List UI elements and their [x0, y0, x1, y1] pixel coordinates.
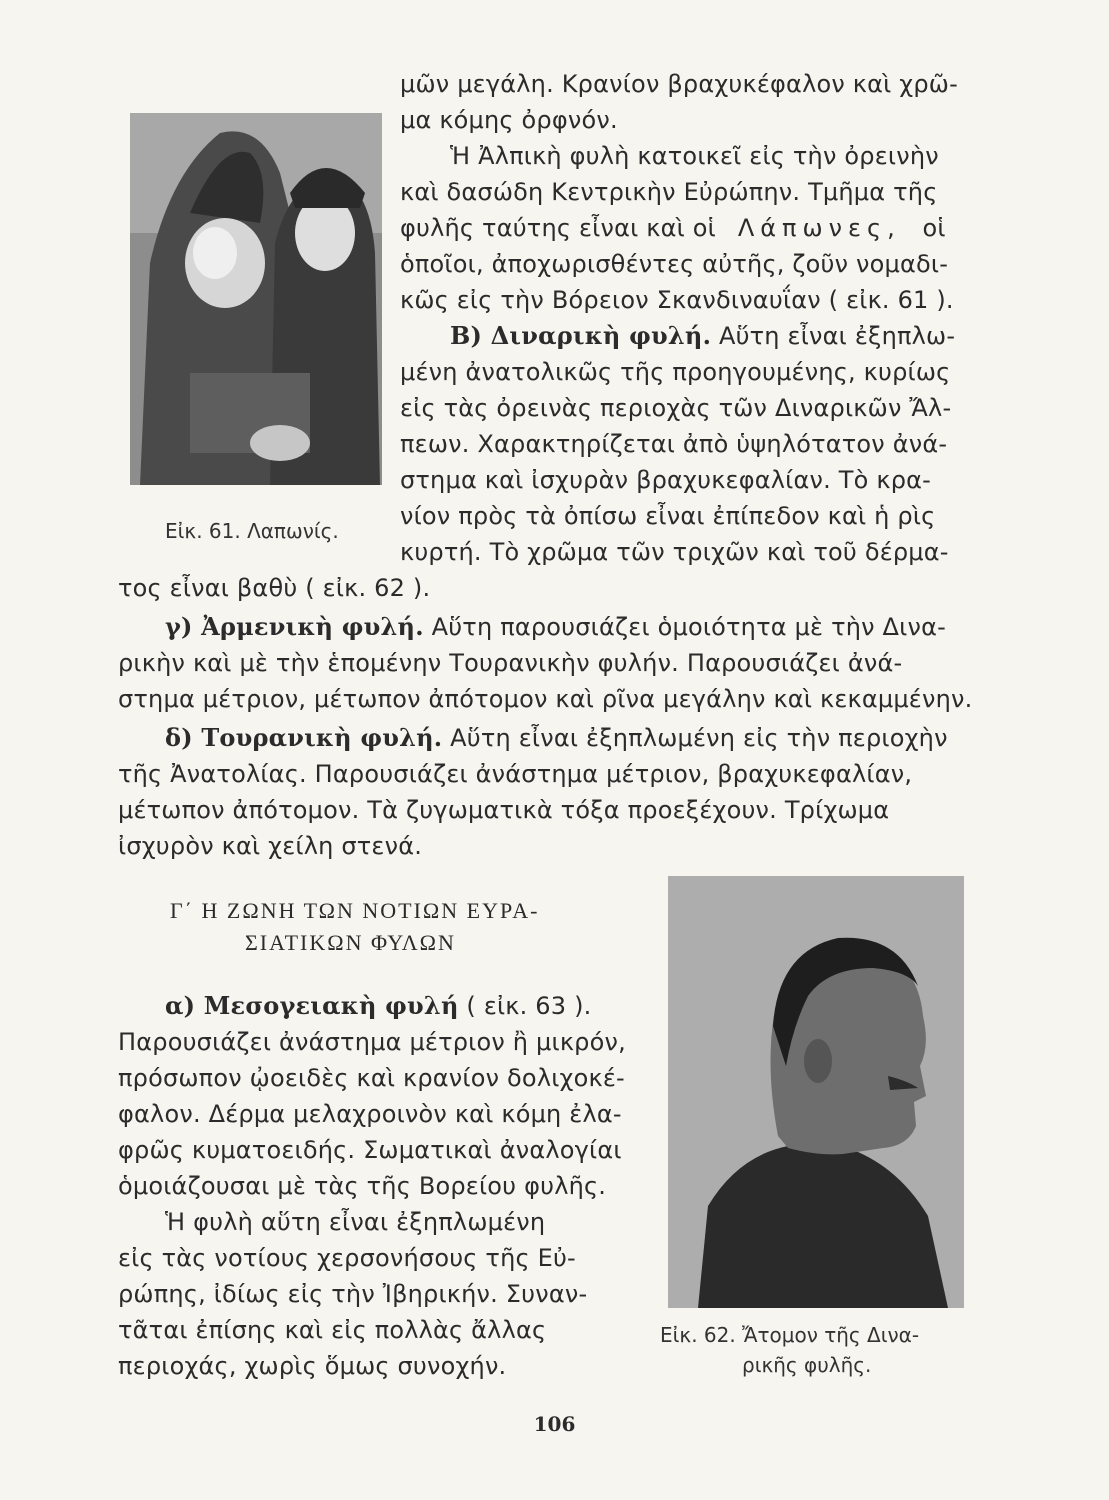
text-line: εἰς τὰς ὀρεινὰς περιοχὰς τῶν Διναρικῶν Ἄλ-	[400, 394, 952, 422]
figure-62-photo	[668, 876, 964, 1308]
figure-62-caption-line1: Εἰκ. 62. Ἄτομον τῆς Δινα-	[660, 1323, 920, 1347]
text-line: τῆς Ἀνατολίας. Παρουσιάζει ἀνάστημα μέτριον, βραχυκεφαλίαν,	[118, 760, 913, 788]
text-line: τος εἶναι βαθὺ ( εἰκ. 62 ).	[118, 574, 431, 602]
text-line: κῶς εἰς τὴν Βόρειον Σκανδιναυΐαν ( εἰκ. 61 ).	[400, 286, 954, 314]
text-line: ἰσχυρὸν καὶ χείλη στενά.	[118, 832, 423, 860]
text-line: μένη ἀνατολικῶς τῆς προηγουμένης, κυρίως	[400, 358, 951, 386]
text-line	[450, 320, 955, 352]
text-line: ρώπης, ἰδίως εἰς τὴν Ἰβηρικήν. Συναν-	[118, 1280, 588, 1308]
dinaric-heading: Β) Διναρικὴ φυλή.	[450, 321, 712, 350]
text-span: φυλῆς ταύτης εἶναι καὶ οἱ	[400, 214, 716, 242]
text-line: Ἡ Ἀλπικὴ φυλὴ κατοικεῖ εἰς τὴν ὀρεινὴν	[450, 142, 939, 170]
text-line: ὁποῖοι, ἀποχωρισθέντες αὐτῆς, ζοῦν νομαδι-	[400, 250, 949, 278]
mediterranean-heading: α) Μεσογειακὴ φυλή	[165, 991, 459, 1020]
text-line: καὶ δασώδη Κεντρικὴν Εὐρώπην. Τμῆμα τῆς	[400, 178, 938, 206]
dinaric-man-portrait	[668, 876, 964, 1308]
text-line: φρῶς κυματοειδής. Σωματικαὶ ἀναλογίαι	[118, 1136, 622, 1164]
text-line: μέτωπον ἀπότομον. Τὰ ζυγωματικὰ τόξα προεξέχουν. Τρίχωμα	[118, 796, 890, 824]
text-span: Αὕτη εἶναι ἐξηπλωμένη εἰς τὴν περιοχὴν	[442, 724, 948, 752]
text-line: πεων. Χαρακτηρίζεται ἀπὸ ὑψηλότατον ἀνά-	[400, 430, 948, 458]
text-line: εἰς τὰς νοτίους χερσονήσους τῆς Εὐ-	[118, 1244, 576, 1272]
page-number: 106	[533, 1412, 576, 1436]
figure-62-caption-line2: ρικῆς φυλῆς.	[742, 1353, 872, 1377]
text-line	[165, 611, 946, 643]
text-line: νίον πρὸς τὰ ὀπίσω εἶναι ἐπίπεδον καὶ ἡ ρὶς	[400, 502, 936, 530]
text-line: φαλον. Δέρμα μελαχροινὸν καὶ κόμη ἐλα-	[118, 1100, 622, 1128]
text-line: ὁμοιάζουσαι μὲ τὰς τῆς Βορείου φυλῆς.	[118, 1172, 607, 1200]
text-span: ( εἰκ. 63 ).	[458, 992, 592, 1020]
text-line: περιοχάς, χωρὶς ὅμως συνοχήν.	[118, 1352, 507, 1380]
text-line: κυρτή. Τὸ χρῶμα τῶν τριχῶν καὶ τοῦ δέρμα-	[400, 538, 949, 566]
armenian-heading: γ) Ἀρμενικὴ φυλή.	[165, 612, 424, 641]
text-line: ρικὴν καὶ μὲ τὴν ἑπομένην Τουρανικὴν φυλήν. Παρουσιάζει ἀνά-	[118, 649, 903, 677]
text-line	[165, 722, 948, 754]
turanian-heading: δ) Τουρανικὴ φυλή.	[165, 723, 443, 752]
text-line: μῶν μεγάλη. Κρανίον βραχυκέφαλον καὶ χρῶ-	[400, 70, 958, 98]
figure-61-photo	[130, 113, 382, 485]
figure-61-caption: Εἰκ. 61. Λαπωνίς.	[165, 519, 339, 543]
text-span: Αὕτη παρουσιάζει ὁμοιότητα μὲ τὴν Δινα-	[423, 613, 946, 641]
text-line: Παρουσιάζει ἀνάστημα μέτριον ἢ μικρόν,	[118, 1028, 626, 1056]
text-line	[400, 212, 946, 244]
lapp-women-illustration	[130, 113, 382, 485]
text-line: στημα καὶ ἰσχυρὰν βραχυκεφαλίαν. Τὸ κρα-	[400, 466, 932, 494]
text-line: πρόσωπον ᾠοειδὲς καὶ κρανίον δολιχοκέ-	[118, 1064, 625, 1092]
text-span: Αὕτη εἶναι ἐξηπλω-	[711, 322, 956, 350]
text-line: Ἡ φυλὴ αὕτη εἶναι ἐξηπλωμένη	[165, 1208, 546, 1236]
text-span: οἱ	[922, 214, 946, 242]
text-line: τᾶται ἐπίσης καὶ εἰς πολλὰς ἄλλας	[118, 1316, 547, 1344]
text-line: μα κόμης ὀρφνόν.	[400, 106, 618, 134]
text-line: στημα μέτριον, μέτωπον ἀπότομον καὶ ρῖνα μεγάλην καὶ κεκαμμένην.	[118, 685, 973, 713]
lapps-spaced-word: Λάπωνες,	[737, 214, 901, 242]
section-heading-line2: ΣΙΑΤΙΚΩΝ ΦΥΛΩΝ	[245, 930, 456, 955]
text-line	[165, 990, 591, 1022]
section-heading-line1: Γ΄ Η ΖΩΝΗ ΤΩΝ ΝΟΤΙΩΝ ΕΥΡΑ-	[170, 898, 540, 923]
